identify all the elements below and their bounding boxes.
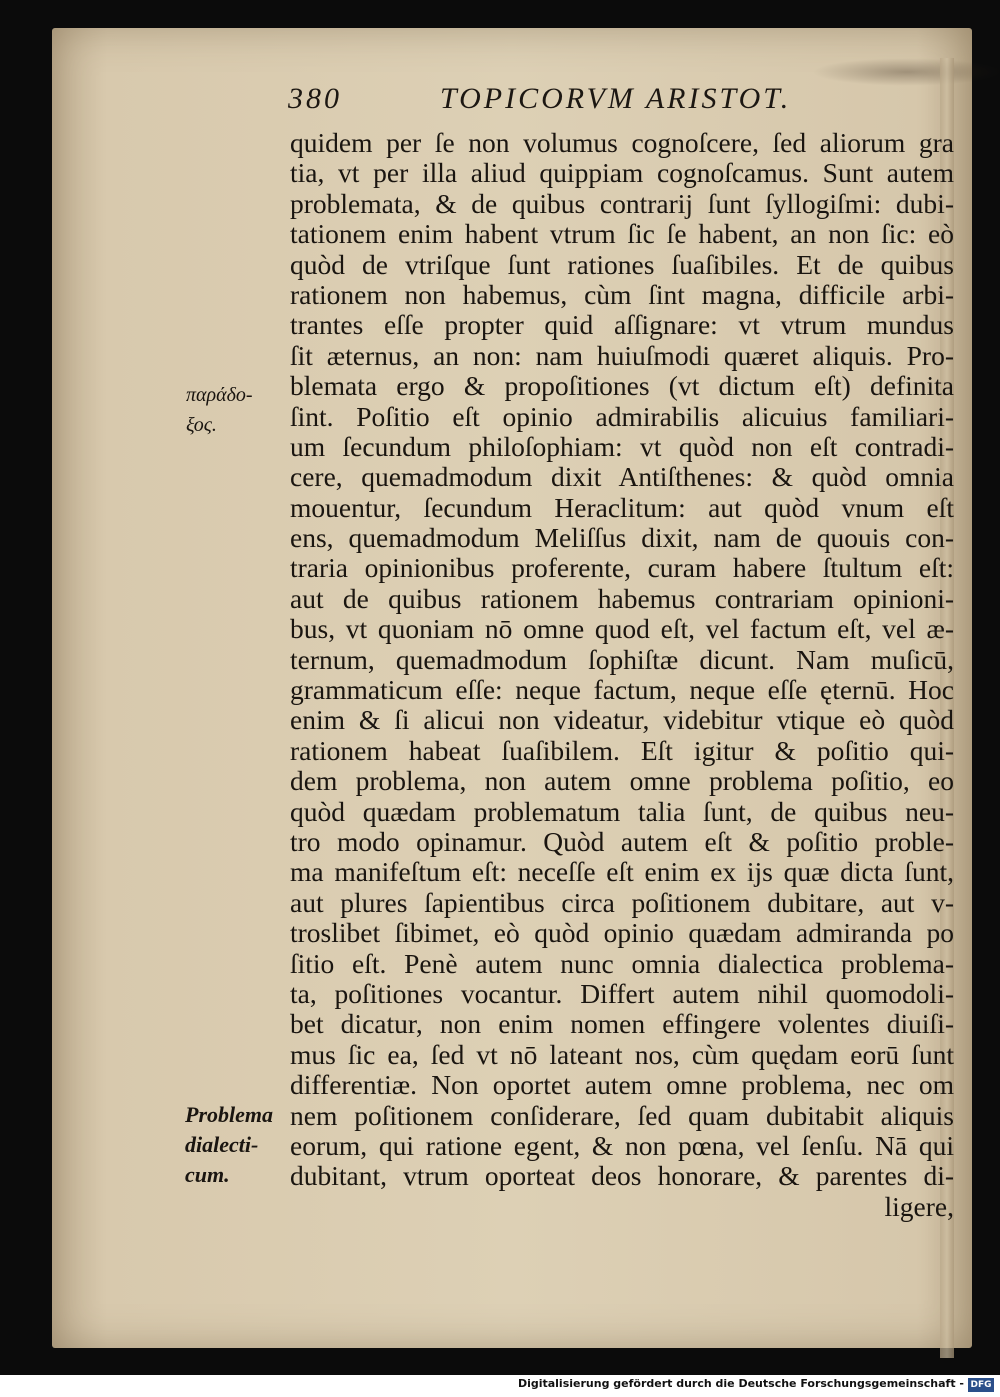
text-line: quòd quædam problematum talia ſunt, de quibus neu- <box>290 795 954 827</box>
text-line: troslibet ſibimet, eò quòd opinio quædam admiranda po <box>290 917 954 949</box>
margin-note-greek <box>186 380 286 440</box>
text-line: ma manifeſtum eſt: neceſſe eſt enim ex ijs quæ dicta ſunt, <box>290 856 954 888</box>
text-line: ſint. Poſitio eſt opinio admirabilis alicuius familiari- <box>290 400 954 432</box>
running-head <box>288 82 848 126</box>
text-line: blemata ergo & propoſitiones (vt dictum eſt) definita <box>290 370 954 402</box>
text-line: ſit æternus, an non: nam huiuſmodi quæret aliquis. Pro- <box>290 339 954 371</box>
text-line: eorum, qui ratione egent, & non pœna, vel ſenſu. Nā qui <box>290 1129 954 1161</box>
margin-note-line: dialecti- <box>185 1132 259 1157</box>
text-line: um ſecundum philoſophiam: vt quòd non eſt contradi- <box>290 430 954 462</box>
margin-note-line: Problema <box>185 1102 273 1127</box>
dfg-logo: DFG <box>968 1378 994 1392</box>
text-line: tia, vt per illa aliud quippiam cognoſcamus. Sunt autem <box>290 157 954 189</box>
main-text-block <box>290 128 954 1222</box>
text-line: ens, quemadmodum Meliſſus dixit, nam de quouis con- <box>290 522 954 554</box>
text-line: trantes eſſe propter quid aſſignare: vt vtrum mundus <box>290 309 954 341</box>
text-line: grammaticum eſſe: neque factum, neque eſſe ęternū. Hoc <box>290 674 954 706</box>
text-line: bet dicatur, non enim nomen effingere volentes diuiſi- <box>290 1008 954 1040</box>
text-line: differentiæ. Non oportet autem omne problema, nec om <box>290 1069 954 1101</box>
text-line: aut plures ſapientibus circa poſitionem dubitare, aut v- <box>290 886 954 918</box>
text-line: cere, quemadmodum dixit Antiſthenes: & quòd omnia <box>290 461 954 493</box>
text-line: bus, vt quoniam nō omne quod eſt, vel factum eſt, vel æ- <box>290 613 954 645</box>
text-line: tationem enim habent vtrum ſic ſe habent, an non ſic: eò <box>290 218 954 250</box>
text-line: mus ſic ea, ſed vt nō lateant nos, cùm quędam eorū ſunt <box>290 1038 954 1070</box>
margin-note-line: cum. <box>185 1162 230 1187</box>
text-line: traria opinionibus proferente, curam habere ſtultum eſt: <box>290 552 954 584</box>
text-line: ternum, quemadmodum ſophiſtæ dicunt. Nam muſicū, <box>290 643 954 675</box>
margin-note-problema <box>185 1100 295 1190</box>
text-line: rationem non habemus, cùm ſint magna, difficile arbi- <box>290 278 954 310</box>
text-line: quòd de vtriſque ſunt rationes ſuaſibiles. Et de quibus <box>290 248 954 280</box>
text-line: rationem habeat ſuaſibilem. Eſt igitur & poſitio qui- <box>290 734 954 766</box>
page-number: 380 <box>288 82 342 115</box>
text-line: quidem per ſe non volumus cognoſcere, ſed aliorum gra <box>290 127 954 158</box>
margin-note-line: ξος. <box>186 414 217 436</box>
text-line: nem poſitionem conſiderare, ſed quam dubitabit aliquis <box>290 1099 954 1131</box>
text-line: problemata, & de quibus contrarij ſunt ſyllogiſmi: dubi- <box>290 187 954 219</box>
text-line: aut de quibus rationem habemus contrariam opinioni- <box>290 582 954 614</box>
text-line: dem problema, non autem omne problema poſitio, eo <box>290 765 954 797</box>
footer-bar <box>0 1375 1000 1397</box>
running-title: TOPICORVM ARISTOT. <box>440 82 792 115</box>
text-line: ta, poſitiones vocantur. Differt autem nihil quomodoli- <box>290 977 954 1009</box>
text-line-catchword: ligere, <box>884 1190 954 1222</box>
text-line: dubitant, vtrum oporteat deos honorare, & parentes di- <box>290 1160 954 1192</box>
text-line: mouentur, ſecundum Heraclitum: aut quòd vnum eſt <box>290 491 954 523</box>
margin-note-line: παράδο- <box>186 384 253 406</box>
funding-credit: Digitalisierung gefördert durch die Deutsche Forschungsgemeinschaft - <box>517 1377 964 1390</box>
text-line: enim & ſi alicui non videatur, videbitur vtique eò quòd <box>290 704 954 736</box>
text-line: tro modo opinamur. Quòd autem eſt & poſitio proble- <box>290 825 954 857</box>
text-line: ſitio eſt. Penè autem nunc omnia dialectica problema- <box>290 947 954 979</box>
